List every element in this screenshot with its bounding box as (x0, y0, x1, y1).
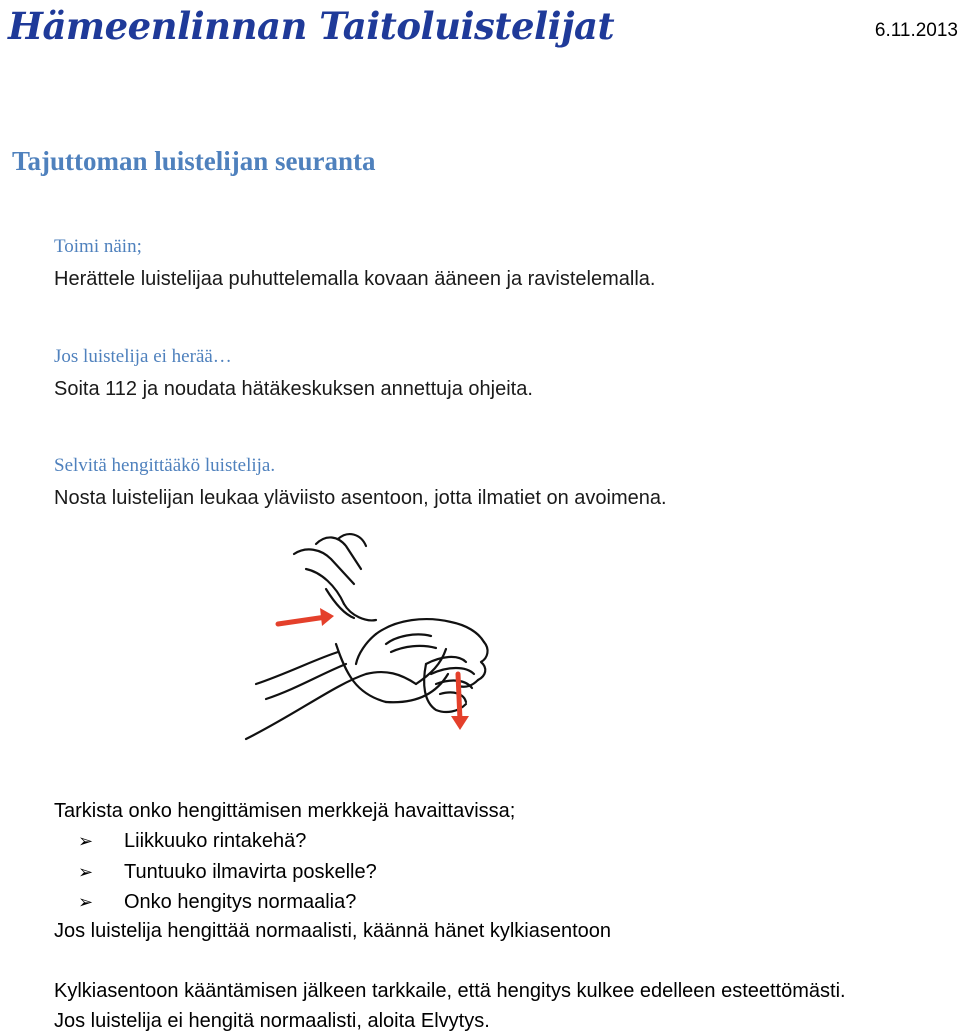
check-bullet-text: Liikkuuko rintakehä? (124, 830, 307, 852)
footer-line-2: Jos luistelija ei hengitä normaalisti, aloita Elvytys. (54, 1010, 490, 1032)
check-bullet-text: Onko hengitys normaalia? (124, 891, 357, 913)
page-heading: Tajuttoman luistelijan seuranta (12, 146, 376, 176)
document-date: 6.11.2013 (874, 20, 958, 41)
section-3-subheading: Selvitä hengittääkö luistelija. (54, 455, 276, 476)
check-bullet (78, 861, 377, 884)
check-bullet (78, 830, 306, 853)
check-after: Jos luistelija hengittää normaalisti, käännä hänet kylkiasentoon (54, 920, 612, 942)
check-intro: Tarkista onko hengittämisen merkkejä havaittavissa; (54, 800, 516, 822)
section-1-subheading: Toimi näin; (54, 236, 142, 257)
section-1-text: Herättele luistelijaa puhuttelemalla kovaan ääneen ja ravistelemalla. (54, 268, 656, 290)
check-bullet (78, 891, 356, 914)
arrowhead-bullet-icon: ➢ (78, 892, 94, 912)
airway-opening-illustration-icon (226, 524, 562, 768)
arrowhead-bullet-icon: ➢ (78, 862, 94, 882)
footer-line-1: Kylkiasentoon kääntämisen jälkeen tarkkaile, että hengitys kulkee edelleen esteettömästi. (54, 980, 846, 1002)
section-2-subheading: Jos luistelija ei herää… (54, 346, 232, 367)
document-title: Hämeenlinnan Taitoluistelijat (8, 4, 615, 48)
section-3-text: Nosta luistelijan leukaa yläviisto asentoon, jotta ilmatiet on avoimena. (54, 487, 667, 509)
arrowhead-bullet-icon: ➢ (78, 831, 94, 851)
check-bullet-text: Tuntuuko ilmavirta poskelle? (124, 861, 377, 883)
section-2-text: Soita 112 ja noudata hätäkeskuksen annettuja ohjeita. (54, 378, 533, 400)
